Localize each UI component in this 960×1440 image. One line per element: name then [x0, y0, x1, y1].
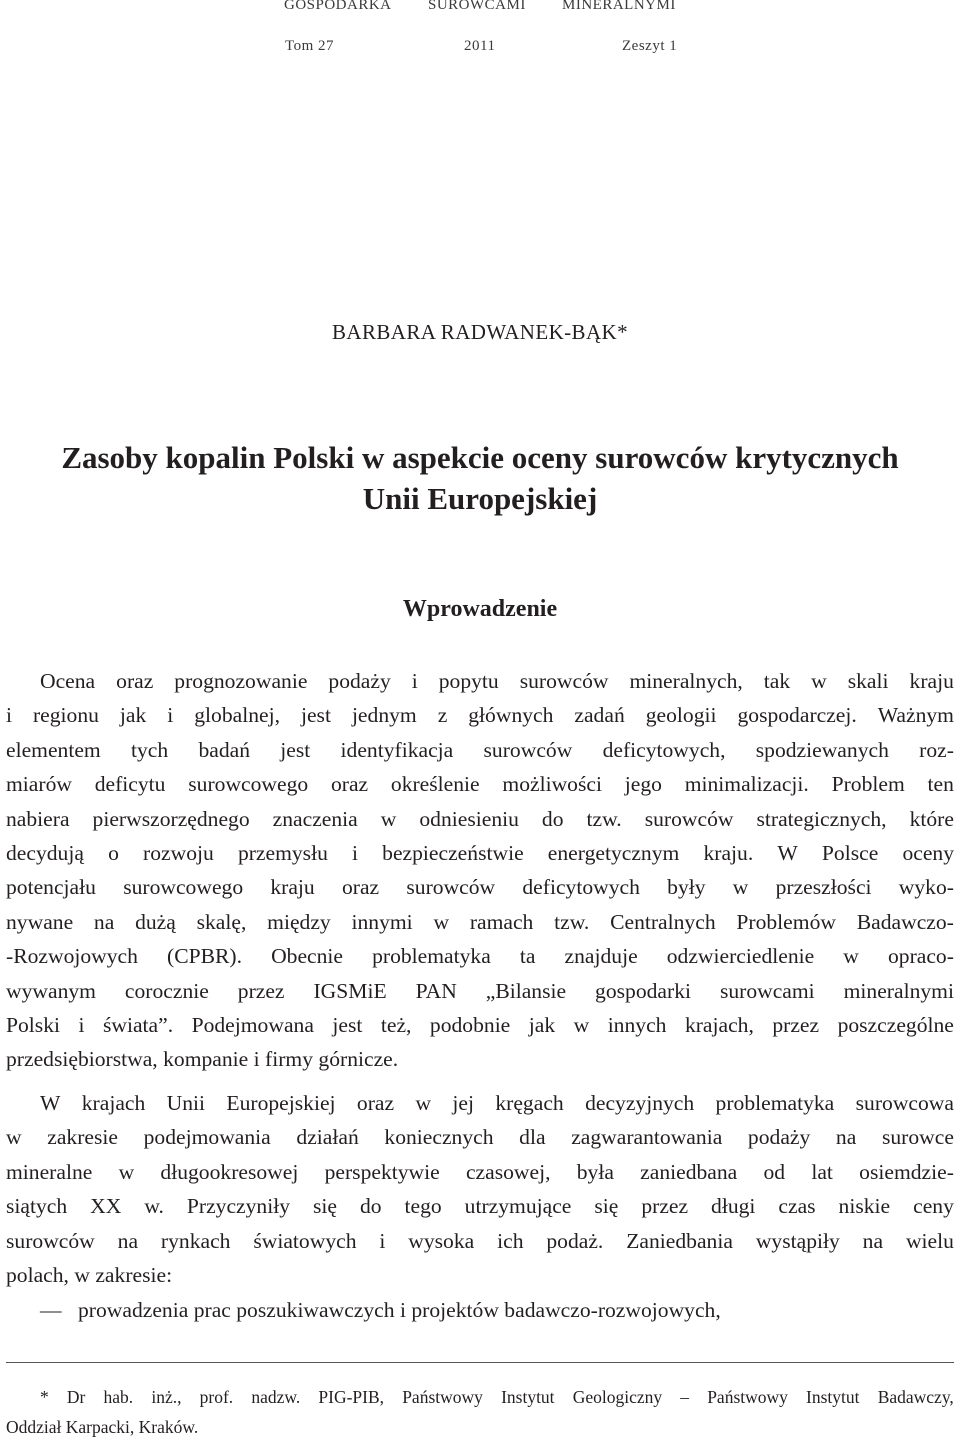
paragraph-intro-line: -Rozwojowych (CPBR). Obecnie problematyka ta znajduje odzwierciedlenie w opraco-	[6, 944, 954, 969]
paragraph-eu-line: siątych XX w. Przyczyniły się do tego utrzymujące się przez długi czas niskie ceny	[6, 1194, 954, 1219]
list-dash: —	[40, 1298, 62, 1322]
paragraph-eu-line: w zakresie podejmowania działań koniecznych dla zagwarantowania podaży na surowce	[6, 1125, 954, 1150]
paragraph-intro-line: nywane na dużą skalę, między innymi w ramach tzw. Centralnych Problemów Badawczo-	[6, 909, 954, 934]
issue-label: Zeszyt 1	[622, 38, 678, 54]
footnote-line-2: Oddział Karpacki, Kraków.	[6, 1417, 199, 1437]
paragraph-intro-line: potencjału surowcowego kraju oraz surowców deficytowych były w przeszłości wyko-	[6, 875, 954, 900]
list-item-text: prowadzenia prac poszukiwawczych i projektów badawczo-rozwojowych,	[78, 1298, 721, 1322]
journal-name-word-2: SUROWCAMI	[428, 0, 526, 13]
paragraph-intro-line: elementem tych badań jest identyfikacja surowców deficytowych, spodziewanych roz-	[6, 737, 954, 762]
journal-name-word-1: GOSPODARKA	[284, 0, 392, 13]
author-name: BARBARA RADWANEK-BĄK*	[331, 320, 628, 344]
footnote-line-1: * Dr hab. inż., prof. nadzw. PIG-PIB, Państwowy Instytut Geologiczny – Państwowy Instytut Badawczy,	[40, 1387, 954, 1407]
paragraph-intro-line: nabiera pierwszorzędnego znaczenia w odniesieniu do tzw. surowców strategicznych, które	[6, 806, 954, 831]
footnote-rule	[6, 1362, 954, 1363]
journal-name-word-3: MINERALNYMI	[562, 0, 676, 13]
article-title-line-2: Unii Europejskiej	[362, 481, 598, 516]
paragraph-intro-line: Ocena oraz prognozowanie podaży i popytu surowców mineralnych, tak w skali kraju	[40, 669, 954, 693]
year-label: 2011	[464, 38, 496, 54]
paragraph-intro-line: wywanym corocznie przez IGSMiE PAN „Bilansie gospodarki surowcami mineralnymi	[6, 978, 954, 1003]
article-title-line-1: Zasoby kopalin Polski w aspekcie oceny surowców krytycznych	[61, 440, 899, 475]
paragraph-intro-line: decydują o rozwoju przemysłu i bezpieczeństwie energetycznym kraju. W Polsce oceny	[6, 841, 954, 865]
volume-label: Tom 27	[285, 38, 335, 54]
paragraph-intro-line: przedsiębiorstwa, kompanie i firmy górnicze.	[6, 1047, 399, 1072]
paragraph-intro-line: Polski i świata”. Podejmowana jest też, podobnie jak w innych krajach, przez poszczególne	[6, 1013, 954, 1037]
section-heading: Wprowadzenie	[402, 596, 558, 622]
paragraph-intro-line: miarów deficytu surowcowego oraz określenie możliwości jego minimalizacji. Problem ten	[6, 772, 954, 797]
paragraph-eu-line: mineralne w długookresowej perspektywie czasowej, była zaniedbana od lat osiemdzie-	[6, 1159, 954, 1184]
paragraph-eu-line: surowców na rynkach światowych i wysoka ich podaż. Zaniedbania wystąpiły na wielu	[6, 1228, 954, 1253]
paragraph-intro-line: i regionu jak i globalnej, jest jednym z głównych zadań geologii gospodarczej. Ważnym	[6, 703, 954, 728]
paragraph-eu-line: W krajach Unii Europejskiej oraz w jej kręgach decyzyjnych problematyka surowcowa	[40, 1091, 954, 1115]
paragraph-eu-line: polach, w zakresie:	[6, 1263, 173, 1287]
